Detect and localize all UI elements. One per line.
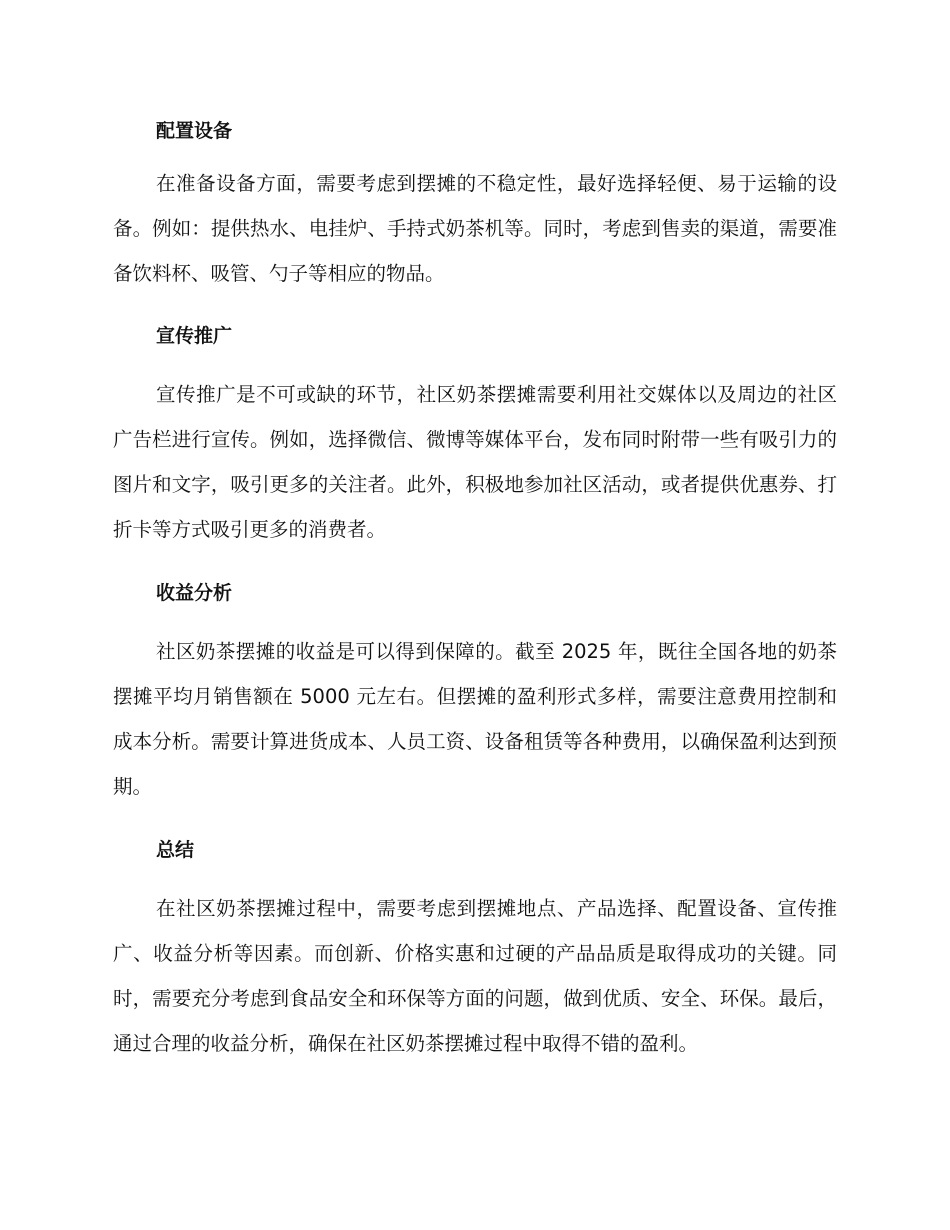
section-paragraph: 社区奶茶摆摊的收益是可以得到保障的。截至 2025 年，既往全国各地的奶茶摆摊平均月销售额在 5000 元左右。但摆摊的盈利形式多样，需要注意费用控制和成本分析。需要计算进货成本、人员工资、设备租赁等各种费用，以确保盈利达到预期。 [113,640,837,798]
section-revenue-analysis [113,552,837,809]
section-heading: 宣传推广 [156,325,233,347]
section-paragraph: 在社区奶茶摆摊过程中，需要考虑到摆摊地点、产品选择、配置设备、宣传推广、收益分析等因素。而创新、价格实惠和过硬的产品品质是取得成功的关键。同时，需要充分考虑到食品安全和环保等方面的问题，做到优质、安全、环保。最后，通过合理的收益分析，确保在社区奶茶摆摊过程中取得不错的盈利。 [113,897,837,1055]
section-promotion [113,296,837,552]
section-paragraph: 在准备设备方面，需要考虑到摆摊的不稳定性，最好选择轻便、易于运输的设备。例如：提供热水、电挂炉、手持式奶茶机等。同时，考虑到售卖的渠道，需要准备饮料杯、吸管、勺子等相应的物品。 [113,172,837,285]
section-heading: 总结 [156,839,195,861]
section-heading: 收益分析 [156,582,233,604]
section-paragraph: 宣传推广是不可或缺的环节，社区奶茶摆摊需要利用社交媒体以及周边的社区广告栏进行宣传。例如，选择微信、微博等媒体平台，发布同时附带一些有吸引力的图片和文字，吸引更多的关注者。此外，积极地参加社区活动，或者提供优惠券、打折卡等方式吸引更多的消费者。 [113,383,837,541]
section-heading: 配置设备 [156,120,233,142]
section-equipment [113,0,837,296]
section-summary [113,809,837,1066]
